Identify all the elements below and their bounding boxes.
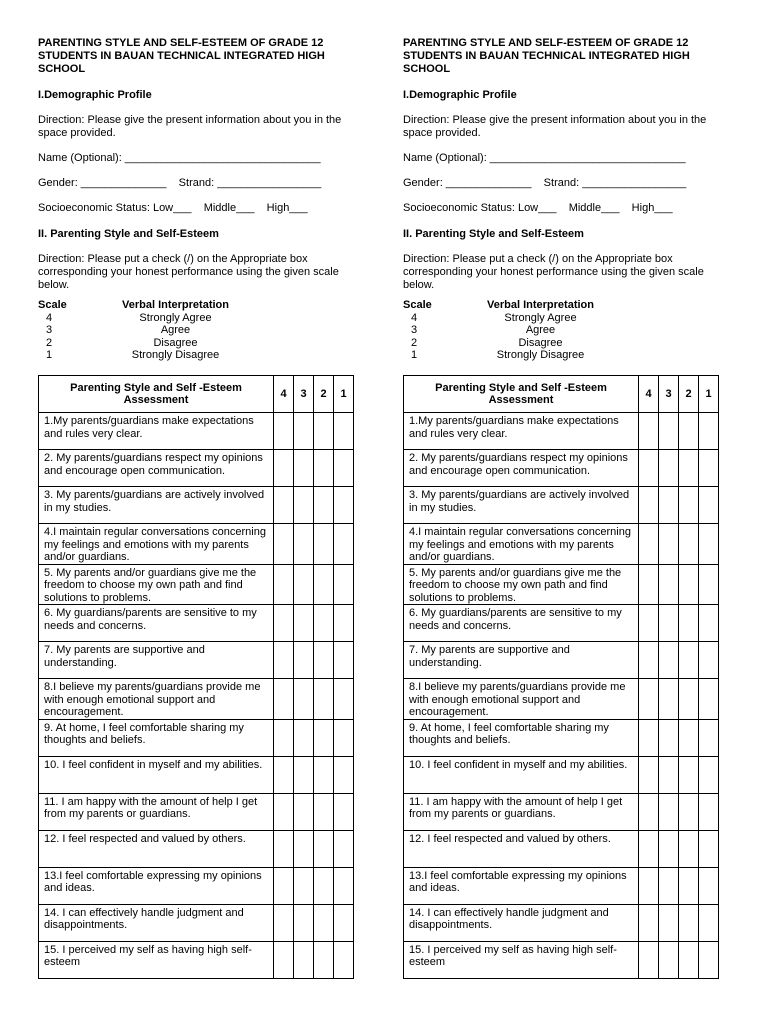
scale-value: 3	[46, 324, 53, 336]
check-box-3[interactable]	[294, 679, 314, 720]
check-box-1[interactable]	[699, 605, 719, 642]
check-box-1[interactable]	[699, 642, 719, 679]
assessment-item: 2. My parents/guardians respect my opinions and encourage open communication.	[39, 450, 274, 487]
check-box-4[interactable]	[274, 941, 294, 978]
check-box-2[interactable]	[679, 793, 699, 830]
table-row	[404, 413, 719, 450]
check-box-4[interactable]	[274, 679, 294, 720]
survey-copy-left	[38, 37, 356, 968]
check-box-1[interactable]	[334, 830, 354, 867]
assessment-table	[38, 375, 354, 979]
check-box-3[interactable]	[294, 564, 314, 605]
check-box-4[interactable]	[639, 830, 659, 867]
table-row	[39, 450, 354, 487]
check-box-3[interactable]	[294, 450, 314, 487]
check-box-1[interactable]	[334, 793, 354, 830]
table-row	[39, 867, 354, 904]
check-box-2[interactable]	[314, 487, 334, 524]
check-box-1[interactable]	[334, 450, 354, 487]
check-box-4[interactable]	[274, 564, 294, 605]
table-row	[39, 793, 354, 830]
check-box-2[interactable]	[314, 564, 334, 605]
scale-legend	[403, 299, 721, 362]
check-box-3[interactable]	[659, 450, 679, 487]
check-box-3[interactable]	[659, 642, 679, 679]
check-box-3[interactable]	[294, 904, 314, 941]
assessment-item: 6. My guardians/parents are sensitive to my needs and concerns.	[404, 605, 639, 642]
check-box-2[interactable]	[314, 941, 334, 978]
check-box-2[interactable]	[679, 450, 699, 487]
check-box-4[interactable]	[639, 564, 659, 605]
assessment-item: 11. I am happy with the amount of help I get from my parents or guardians.	[404, 793, 639, 830]
table-row	[39, 642, 354, 679]
parenting-direction: Direction: Please put a check (/) on the Appropriate box corresponding your honest performance using the given scale below.	[403, 253, 704, 291]
assessment-item: 6. My guardians/parents are sensitive to my needs and concerns.	[39, 605, 274, 642]
table-row	[39, 413, 354, 450]
check-box-2[interactable]	[679, 867, 699, 904]
assessment-item: 13.I feel comfortable expressing my opinions and ideas.	[39, 867, 274, 904]
table-row	[39, 605, 354, 642]
assessment-item: 3. My parents/guardians are actively involved in my studies.	[39, 487, 274, 524]
check-box-2[interactable]	[314, 904, 334, 941]
scale-label: Disagree	[518, 336, 563, 349]
assessment-item: 8.I believe my parents/guardians provide me with enough emotional support and encouragement.	[404, 679, 639, 720]
demographic-direction: Direction: Please give the present information about you in the space provided.	[38, 114, 342, 139]
check-box-4[interactable]	[274, 450, 294, 487]
scale-header: Scale	[38, 299, 67, 311]
assessment-item: 3. My parents/guardians are actively involved in my studies.	[404, 487, 639, 524]
score-header-2: 2	[314, 376, 334, 413]
assessment-item: 14. I can effectively handle judgment and disappointments.	[39, 904, 274, 941]
score-header-3: 3	[294, 376, 314, 413]
check-box-4[interactable]	[274, 605, 294, 642]
assessment-item: 12. I feel respected and valued by others.	[39, 830, 274, 867]
assessment-item: 15. I perceived my self as having high self-esteem	[404, 941, 639, 978]
check-box-1[interactable]	[334, 413, 354, 450]
scale-label: Agree	[160, 324, 191, 336]
assessment-item: 13.I feel comfortable expressing my opinions and ideas.	[404, 867, 639, 904]
table-row	[404, 904, 719, 941]
assessment-header: Parenting Style and Self -Esteem Assessment	[39, 376, 274, 413]
check-box-1[interactable]	[699, 904, 719, 941]
scale-legend	[38, 299, 356, 362]
table-row	[39, 941, 354, 978]
table-row	[39, 564, 354, 605]
assessment-item: 10. I feel confident in myself and my abilities.	[39, 756, 274, 793]
check-box-4[interactable]	[639, 450, 659, 487]
scale-value: 4	[411, 311, 418, 324]
table-row	[404, 756, 719, 793]
check-box-4[interactable]	[639, 605, 659, 642]
check-box-4[interactable]	[274, 413, 294, 450]
check-box-2[interactable]	[314, 605, 334, 642]
assessment-item: 8.I believe my parents/guardians provide me with enough emotional support and encouragement.	[39, 679, 274, 720]
table-row	[404, 564, 719, 605]
check-box-2[interactable]	[314, 793, 334, 830]
check-box-2[interactable]	[679, 679, 699, 720]
check-box-1[interactable]	[699, 756, 719, 793]
check-box-2[interactable]	[679, 605, 699, 642]
assessment-item: 14. I can effectively handle judgment and disappointments.	[404, 904, 639, 941]
check-box-3[interactable]	[294, 524, 314, 565]
check-box-4[interactable]	[274, 867, 294, 904]
check-box-3[interactable]	[659, 867, 679, 904]
assessment-item: 9. At home, I feel comfortable sharing my thoughts and beliefs.	[404, 719, 639, 756]
check-box-1[interactable]	[334, 524, 354, 565]
check-box-2[interactable]	[679, 487, 699, 524]
scale-header: Scale	[403, 299, 432, 311]
table-row	[404, 719, 719, 756]
check-box-4[interactable]	[274, 487, 294, 524]
assessment-item: 10. I feel confident in myself and my abilities.	[404, 756, 639, 793]
check-box-2[interactable]	[679, 756, 699, 793]
scale-label: Agree	[525, 324, 556, 336]
check-box-4[interactable]	[639, 941, 659, 978]
check-box-4[interactable]	[639, 904, 659, 941]
check-box-1[interactable]	[334, 679, 354, 720]
check-box-3[interactable]	[294, 756, 314, 793]
table-row	[39, 679, 354, 720]
check-box-1[interactable]	[699, 941, 719, 978]
parenting-direction: Direction: Please put a check (/) on the Appropriate box corresponding your honest performance using the given scale below.	[38, 253, 339, 291]
scale-value: 1	[46, 349, 53, 361]
assessment-item: 9. At home, I feel comfortable sharing my thoughts and beliefs.	[39, 719, 274, 756]
table-row	[404, 487, 719, 524]
check-box-4[interactable]	[274, 524, 294, 565]
check-box-3[interactable]	[294, 793, 314, 830]
check-box-3[interactable]	[294, 605, 314, 642]
interpretation-header: Verbal Interpretation	[487, 299, 594, 311]
check-box-4[interactable]	[639, 756, 659, 793]
check-box-1[interactable]	[699, 487, 719, 524]
name-field[interactable]: Name (Optional): ________________________________	[38, 152, 321, 164]
table-row	[404, 867, 719, 904]
check-box-3[interactable]	[294, 941, 314, 978]
table-row	[39, 719, 354, 756]
interpretation-header: Verbal Interpretation	[122, 299, 229, 311]
table-row	[404, 605, 719, 642]
check-box-4[interactable]	[639, 487, 659, 524]
check-box-2[interactable]	[314, 719, 334, 756]
check-box-2[interactable]	[679, 413, 699, 450]
scale-value: 1	[411, 349, 418, 361]
check-box-2[interactable]	[314, 450, 334, 487]
parenting-section-title: II. Parenting Style and Self-Esteem	[403, 228, 584, 240]
assessment-table	[403, 375, 719, 979]
check-box-1[interactable]	[699, 450, 719, 487]
table-row	[404, 830, 719, 867]
table-row	[404, 679, 719, 720]
check-box-1[interactable]	[334, 719, 354, 756]
assessment-item: 2. My parents/guardians respect my opinions and encourage open communication.	[404, 450, 639, 487]
score-header-1: 1	[334, 376, 354, 413]
check-box-1[interactable]	[334, 642, 354, 679]
check-box-3[interactable]	[659, 487, 679, 524]
check-box-3[interactable]	[294, 413, 314, 450]
table-header-row	[404, 376, 719, 413]
check-box-4[interactable]	[639, 642, 659, 679]
check-box-2[interactable]	[679, 904, 699, 941]
check-box-1[interactable]	[334, 564, 354, 605]
check-box-2[interactable]	[314, 830, 334, 867]
check-box-1[interactable]	[334, 756, 354, 793]
check-box-1[interactable]	[699, 867, 719, 904]
scale-label: Strongly Disagree	[496, 349, 585, 361]
check-box-2[interactable]	[314, 413, 334, 450]
score-header-2: 2	[679, 376, 699, 413]
check-box-3[interactable]	[659, 605, 679, 642]
check-box-1[interactable]	[334, 605, 354, 642]
check-box-3[interactable]	[659, 564, 679, 605]
check-box-4[interactable]	[274, 904, 294, 941]
score-header-4: 4	[639, 376, 659, 413]
scale-label: Strongly Agree	[139, 311, 212, 324]
check-box-4[interactable]	[274, 793, 294, 830]
score-header-3: 3	[659, 376, 679, 413]
assessment-item: 1.My parents/guardians make expectations and rules very clear.	[39, 413, 274, 450]
check-box-3[interactable]	[294, 867, 314, 904]
scale-label: Disagree	[153, 336, 198, 349]
check-box-4[interactable]	[274, 830, 294, 867]
check-box-3[interactable]	[659, 904, 679, 941]
check-box-4[interactable]	[639, 867, 659, 904]
check-box-3[interactable]	[659, 830, 679, 867]
demographic-section-title: I.Demographic Profile	[38, 89, 152, 101]
demographic-direction: Direction: Please give the present information about you in the space provided.	[403, 114, 707, 139]
check-box-1[interactable]	[699, 564, 719, 605]
check-box-4[interactable]	[639, 524, 659, 565]
check-box-3[interactable]	[659, 719, 679, 756]
scale-value: 3	[411, 324, 418, 336]
check-box-1[interactable]	[699, 524, 719, 565]
score-header-1: 1	[699, 376, 719, 413]
check-box-4[interactable]	[639, 413, 659, 450]
check-box-2[interactable]	[314, 679, 334, 720]
check-box-3[interactable]	[659, 793, 679, 830]
gender-strand-field[interactable]: Gender: ______________ Strand: _________________	[38, 177, 322, 189]
check-box-2[interactable]	[679, 524, 699, 565]
check-box-1[interactable]	[699, 413, 719, 450]
check-box-2[interactable]	[314, 642, 334, 679]
assessment-item: 4.I maintain regular conversations concerning my feelings and emotions with my parents and/or guardians.	[404, 524, 639, 565]
name-field[interactable]: Name (Optional): ________________________________	[403, 152, 686, 164]
table-row	[39, 904, 354, 941]
scale-label: Strongly Disagree	[131, 349, 220, 361]
check-box-3[interactable]	[294, 830, 314, 867]
check-box-1[interactable]	[334, 867, 354, 904]
check-box-1[interactable]	[334, 487, 354, 524]
check-box-1[interactable]	[699, 679, 719, 720]
check-box-2[interactable]	[314, 524, 334, 565]
check-box-3[interactable]	[659, 524, 679, 565]
check-box-3[interactable]	[659, 756, 679, 793]
check-box-2[interactable]	[679, 941, 699, 978]
check-box-3[interactable]	[659, 941, 679, 978]
check-box-4[interactable]	[639, 719, 659, 756]
check-box-3[interactable]	[294, 487, 314, 524]
check-box-1[interactable]	[699, 793, 719, 830]
check-box-2[interactable]	[679, 642, 699, 679]
check-box-3[interactable]	[659, 679, 679, 720]
survey-title: PARENTING STYLE AND SELF-ESTEEM OF GRADE 12 STUDENTS IN BAUAN TECHNICAL INTEGRATED HIGH SCHOOL	[403, 37, 690, 75]
check-box-1[interactable]	[699, 719, 719, 756]
survey-copy-right	[403, 37, 721, 968]
assessment-item: 15. I perceived my self as having high self-esteem	[39, 941, 274, 978]
assessment-item: 11. I am happy with the amount of help I get from my parents or guardians.	[39, 793, 274, 830]
scale-value: 4	[46, 311, 53, 324]
table-row	[39, 830, 354, 867]
check-box-2[interactable]	[314, 756, 334, 793]
check-box-4[interactable]	[274, 756, 294, 793]
check-box-2[interactable]	[314, 867, 334, 904]
scale-label: Strongly Agree	[504, 311, 577, 324]
assessment-header: Parenting Style and Self -Esteem Assessment	[404, 376, 639, 413]
table-header-row	[39, 376, 354, 413]
demographic-section-title: I.Demographic Profile	[403, 89, 517, 101]
table-row	[404, 941, 719, 978]
assessment-item: 1.My parents/guardians make expectations and rules very clear.	[404, 413, 639, 450]
check-box-4[interactable]	[274, 642, 294, 679]
check-box-3[interactable]	[294, 642, 314, 679]
scale-value: 2	[46, 336, 53, 349]
table-row	[404, 793, 719, 830]
check-box-3[interactable]	[294, 719, 314, 756]
check-box-1[interactable]	[334, 904, 354, 941]
table-row	[39, 487, 354, 524]
assessment-item: 12. I feel respected and valued by others.	[404, 830, 639, 867]
table-row	[39, 756, 354, 793]
table-row	[404, 450, 719, 487]
scale-value: 2	[411, 336, 418, 349]
check-box-4[interactable]	[639, 793, 659, 830]
assessment-item: 5. My parents and/or guardians give me the freedom to choose my own path and find solutions to problems.	[404, 564, 639, 605]
socioeconomic-field[interactable]: Socioeconomic Status: Low___ Middle___ High___	[38, 202, 308, 214]
assessment-item: 5. My parents and/or guardians give me the freedom to choose my own path and find solutions to problems.	[39, 564, 274, 605]
survey-title: PARENTING STYLE AND SELF-ESTEEM OF GRADE 12 STUDENTS IN BAUAN TECHNICAL INTEGRATED HIGH SCHOOL	[38, 37, 325, 75]
parenting-section-title: II. Parenting Style and Self-Esteem	[38, 228, 219, 240]
check-box-2[interactable]	[679, 719, 699, 756]
check-box-1[interactable]	[334, 941, 354, 978]
check-box-3[interactable]	[659, 413, 679, 450]
assessment-item: 7. My parents are supportive and understanding.	[39, 642, 274, 679]
table-row	[39, 524, 354, 565]
score-header-4: 4	[274, 376, 294, 413]
check-box-4[interactable]	[274, 719, 294, 756]
assessment-item: 7. My parents are supportive and understanding.	[404, 642, 639, 679]
assessment-item: 4.I maintain regular conversations concerning my feelings and emotions with my parents and/or guardians.	[39, 524, 274, 565]
check-box-2[interactable]	[679, 564, 699, 605]
table-row	[404, 524, 719, 565]
check-box-1[interactable]	[699, 830, 719, 867]
gender-strand-field[interactable]: Gender: ______________ Strand: _________________	[403, 177, 687, 189]
check-box-4[interactable]	[639, 679, 659, 720]
check-box-2[interactable]	[679, 830, 699, 867]
socioeconomic-field[interactable]: Socioeconomic Status: Low___ Middle___ High___	[403, 202, 673, 214]
table-row	[404, 642, 719, 679]
